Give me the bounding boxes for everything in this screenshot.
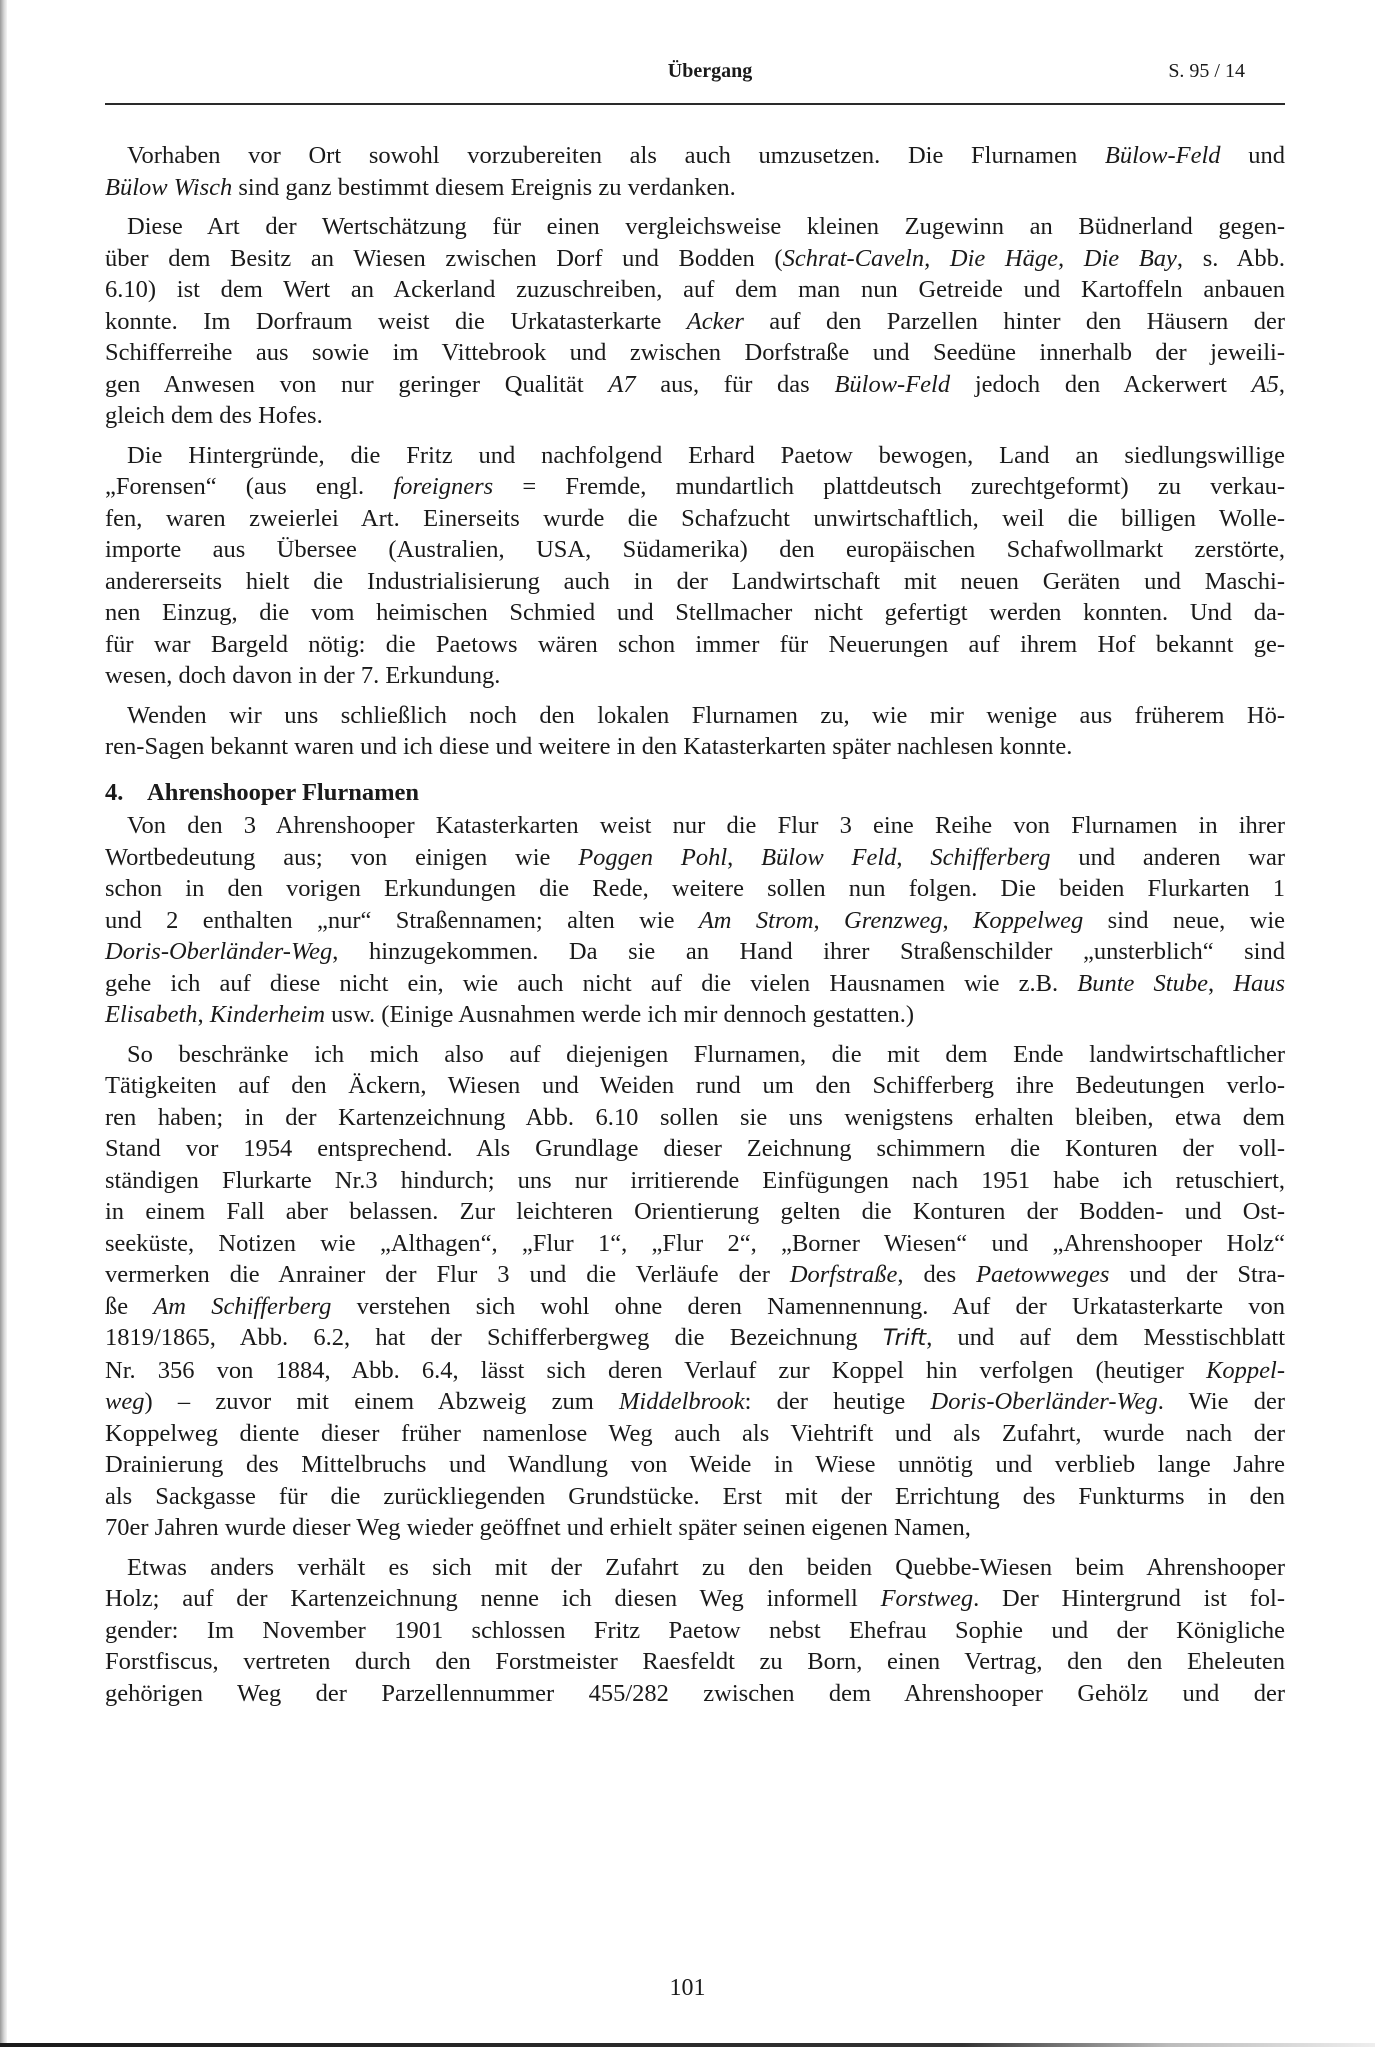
page-number: 101 [669, 1975, 706, 2001]
italic-term: Paetowweges [976, 1261, 1110, 1288]
text-line: für war Bargeld nötig: die Paetows wären schon immer für Neuerungen auf ihrem Hof bekannt ge- [105, 630, 1285, 658]
text-line: Von den 3 Ahrenshooper Katasterkarten weist nur die Flur 3 eine Reihe von Flurnamen in ihrer [127, 812, 1285, 839]
text-line: nen Einzug, die vom heimischen Schmied und Stellmacher nicht gefertigt werden konnten. Und da- [105, 599, 1285, 626]
text-line: Nr. 356 von 1884, Abb. 6.4, lässt sich deren Verlauf zur Koppel hin verfolgen (heutiger Koppel- [105, 1356, 1285, 1384]
text-line: konnte. Im Dorfraum weist die Urkatasterkarte Acker auf den Parzellen hinter den Häusern der [105, 307, 1286, 335]
text-line: und 2 enthalten „nur“ Straßennamen; alten wie Am Strom, Grenzweg, Koppelweg sind neue, wie [105, 906, 1285, 934]
text-line: ständigen Flurkarte Nr.3 hindurch; uns nur irritierende Einfügungen nach 1951 habe ich retuschiert, [105, 1166, 1285, 1194]
paragraph [105, 810, 1285, 1031]
text-line: Wenden wir uns schließlich noch den lokalen Flurnamen zu, wie mir wenige aus früherem Hö- [127, 701, 1285, 729]
italic-term: Doris-Oberländer-Weg [930, 1388, 1158, 1415]
italic-term: Elisabeth [105, 1001, 198, 1028]
text-line: in einem Fall aber belassen. Zur leichteren Orientierung gelten die Konturen der Bodden- und Ost- [105, 1198, 1285, 1225]
text-line: importe aus Übersee (Australien, USA, Südamerika) den europäischen Schafwollmarkt zerstörte, [105, 536, 1285, 563]
text-line: seeküste, Notizen wie „Althagen“, „Flur 1“, „Flur 2“, „Borner Wiesen“ und „Ahrenshooper Holz“ [105, 1229, 1285, 1257]
text-line: gehörigen Weg der Parzellennummer 455/282 zwischen dem Ahrenshooper Gehölz und der [105, 1679, 1285, 1707]
section-title: Ahrenshooper Flurnamen [147, 778, 420, 806]
running-head [105, 60, 1285, 90]
italic-term: Bülow-Feld [834, 370, 951, 398]
italic-term: Schrat-Caveln, Die Häge, Die Bay [782, 244, 1177, 272]
italic-term: foreigners [393, 473, 494, 500]
italic-term: Koppel- [1206, 1356, 1285, 1384]
text-line: gehe ich auf diese nicht ein, wie auch nicht auf die vielen Hausnamen wie z.B. Bunte Stube, Haus [105, 969, 1286, 997]
text-line: über dem Besitz an Wiesen zwischen Dorf und Bodden (Schrat-Caveln, Die Häge, Die Bay, s. Abb. [105, 244, 1285, 272]
italic-term: Middelbrook [619, 1388, 745, 1415]
text-line: Schifferreihe aus sowie im Vittebrook und zwischen Dorfstraße und Seedüne innerhalb der jeweili- [105, 339, 1285, 366]
italic-term: Acker [686, 307, 744, 335]
italic-term: Schifferberg [930, 843, 1051, 871]
running-head-title: Übergang [667, 60, 753, 82]
italic-term: Koppelweg [973, 906, 1084, 934]
italic-term: Forstweg [880, 1585, 974, 1612]
intro-paragraphs [105, 140, 1285, 763]
scan-bottom-edge [0, 2043, 1375, 2047]
text-line: 1819/1865, Abb. 6.2, hat der Schifferbergweg die Bezeichnung Trift, und auf dem Messtischblatt [105, 1324, 1285, 1351]
italic-term: Bülow Wisch [105, 173, 233, 201]
text-line: ße Am Schifferberg verstehen sich wohl ohne deren Namennennung. Auf der Urkatasterkarte von [105, 1292, 1285, 1320]
scan-page-edge [0, 0, 7, 2047]
section-number: 4. [105, 778, 124, 806]
italic-term: Grenzweg [844, 906, 943, 934]
text-line: Elisabeth, Kinderheim usw. (Einige Ausnahmen werde ich mir dennoch gestatten.) [105, 1001, 915, 1028]
text-line: andererseits hielt die Industrialisierung auch in der Landwirtschaft mit neuen Geräten und Maschi- [105, 567, 1285, 595]
paragraph [105, 140, 1285, 203]
italic-term: Kinderheim [209, 1001, 326, 1028]
text-line: wesen, doch davon in der 7. Erkundung. [105, 662, 501, 689]
text-line: Bülow Wisch sind ganz bestimmt diesem Ereignis zu verdanken. [105, 173, 736, 201]
section-paragraphs [105, 810, 1285, 1709]
italic-term: Bülow Feld [761, 843, 897, 871]
text-line: Koppelweg diente dieser früher namenlose Weg auch als Viehtrift und als Zufahrt, wurde nach der [105, 1419, 1285, 1447]
italic-term: Doris-Oberländer-Weg [105, 938, 333, 965]
paragraph [105, 440, 1285, 692]
text-line: Stand vor 1954 entsprechend. Als Grundlage dieser Zeichnung schimmern die Konturen der voll- [105, 1135, 1285, 1162]
text-line: Tätigkeiten auf den Äckern, Wiesen und Weiden rund um den Schifferberg ihre Bedeutungen verlo- [105, 1072, 1285, 1099]
text-line: Forstfiscus, vertreten durch den Forstmeister Raesfeldt zu Born, einen Vertrag, den den Eheleuten [105, 1648, 1285, 1675]
text-line: Doris-Oberländer-Weg, hinzugekommen. Da sie an Hand ihrer Straßenschilder „unsterblich“ sind [105, 938, 1285, 965]
text-line: gender: Im November 1901 schlossen Fritz Paetow nebst Ehefrau Sophie und der Königliche [105, 1616, 1285, 1644]
paragraph [105, 1552, 1285, 1710]
text-line: fen, waren zweierlei Art. Einerseits wurde die Schafzucht unwirtschaftlich, weil die billigen Wolle- [105, 504, 1285, 532]
text-line: schon in den vorigen Erkundungen die Rede, weitere sollen nun folgen. Die beiden Flurkarten 1 [105, 875, 1285, 902]
section-heading [105, 777, 1285, 809]
text-line: 6.10) ist dem Wert an Ackerland zuzuschreiben, auf dem man nun Getreide und Kartoffeln anbauen [105, 276, 1285, 303]
text-line: Wortbedeutung aus; von einigen wie Poggen Pohl, Bülow Feld, Schifferberg und anderen war [105, 843, 1285, 871]
text-line: Drainierung des Mittelbruchs und Wandlung von Weide in Wiese unnötig und verblieb lange Jahre [105, 1451, 1285, 1478]
text-line: Vorhaben vor Ort sowohl vorzubereiten als auch umzusetzen. Die Flurnamen Bülow-Feld und [127, 142, 1286, 169]
italic-term: Poggen Pohl [578, 843, 728, 871]
italic-term: Am Schifferberg [153, 1292, 332, 1320]
text-line: So beschränke ich mich also auf diejenigen Flurnamen, die mit dem Ende landwirtschaftlicher [127, 1040, 1285, 1068]
text-line: ren haben; in der Kartenzeichnung Abb. 6.10 sollen sie uns wenigstens erhalten bleiben, etwa dem [105, 1103, 1285, 1131]
text-line: Etwas anders verhält es sich mit der Zufahrt zu den beiden Quebbe-Wiesen beim Ahrenshooper [127, 1553, 1285, 1581]
text-line: Die Hintergründe, die Fritz und nachfolgend Erhard Paetow bewogen, Land an siedlungswillige [127, 441, 1285, 469]
text-line: als Sackgasse für die zurückliegenden Grundstücke. Erst mit der Errichtung des Funkturms in den [105, 1482, 1285, 1510]
italic-term: weg [105, 1388, 145, 1415]
text-line: Holz; auf der Kartenzeichnung nenne ich diesen Weg informell Forstweg. Der Hintergrund ist fol- [105, 1585, 1285, 1612]
italic-term: Bülow-Feld [1104, 142, 1221, 169]
header-rule [105, 103, 1285, 105]
italic-term: Am Strom [698, 906, 814, 934]
paragraph [105, 1039, 1285, 1544]
italic-term: Dorfstraße [789, 1261, 898, 1288]
running-head-page-ref: S. 95 / 14 [1168, 60, 1245, 82]
text-line: weg) – zuvor mit einem Abzweig zum Middelbrook: der heutige Doris-Oberländer-Weg. Wie der [105, 1388, 1285, 1415]
text-line: gleich dem des Hofes. [105, 402, 323, 429]
text-line: Diese Art der Wertschätzung für einen vergleichsweise kleinen Zugewinn an Büdnerland gegen- [127, 213, 1285, 240]
italic-term: Haus [1233, 969, 1286, 997]
italic-term: A5 [1251, 370, 1279, 398]
text-line: gen Anwesen von nur geringer Qualität A7 aus, für das Bülow-Feld jedoch den Ackerwert A5, [105, 370, 1285, 398]
text-line: ren-Sagen bekannt waren und ich diese und weitere in den Katasterkarten später nachlesen konnte. [105, 733, 1073, 760]
italic-term: Bunte Stube [1077, 969, 1208, 997]
handwritten-term: Trift [882, 1326, 927, 1351]
text-line: vermerken die Anrainer der Flur 3 und die Verläufe der Dorfstraße, des Paetowweges und der Stra- [105, 1261, 1285, 1288]
text-line: „Forensen“ (aus engl. foreigners = Fremde, mundartlich plattdeutsch zurechtgeformt) zu verkau- [105, 473, 1285, 500]
paragraph [105, 211, 1285, 432]
paragraph [105, 700, 1285, 763]
text-line: 70er Jahren wurde dieser Weg wieder geöffnet und erhielt später seinen eigenen Namen, [105, 1514, 971, 1541]
body-text [105, 140, 1285, 1717]
italic-term: A7 [608, 370, 636, 398]
